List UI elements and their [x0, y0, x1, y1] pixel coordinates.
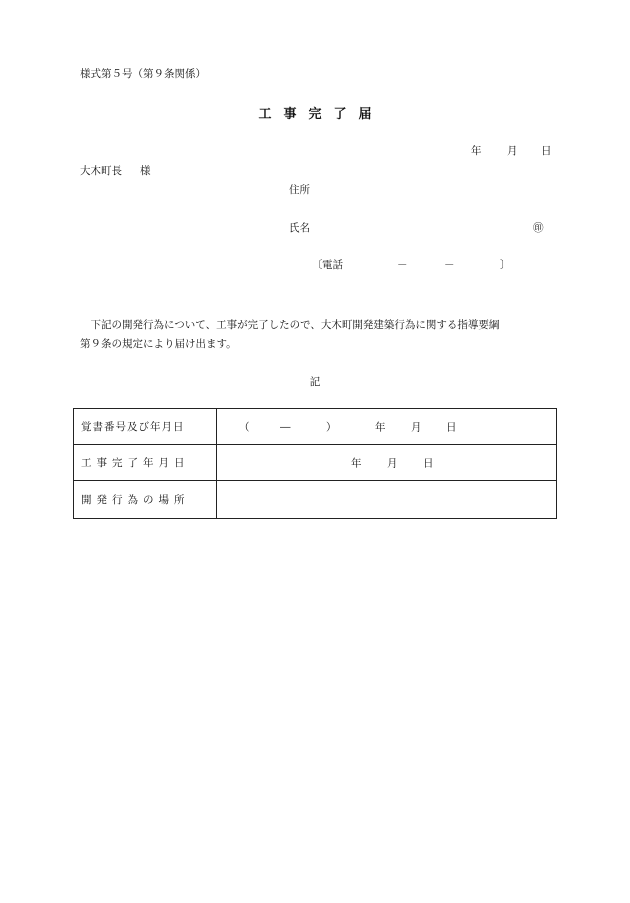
- phone-bracket-open: 〔: [312, 259, 323, 271]
- agreement-month-label: 月: [411, 421, 422, 433]
- addressee-name: 大木町長: [80, 165, 122, 177]
- table-row-location: [74, 481, 557, 519]
- agreement-number-label: 覚書番号及び年月日: [74, 409, 217, 445]
- phone-dash-2: －: [444, 259, 455, 271]
- address-label: 住所: [289, 184, 310, 196]
- date-month-label: 月: [507, 145, 518, 157]
- completion-year-label: 年: [351, 457, 362, 469]
- phone-dash-1: －: [397, 259, 408, 271]
- body-text-line-1: 下記の開発行為について、工事が完了したので、大木町開発建築行為に関する指導要綱: [80, 319, 500, 331]
- agreement-year-label: 年: [375, 421, 386, 433]
- page-title: 工事完了届: [258, 107, 384, 122]
- agreement-paren-open: （: [239, 421, 250, 433]
- form-number: 様式第５号（第９条関係）: [80, 68, 206, 80]
- development-location-value-cell: [217, 481, 557, 519]
- agreement-dash: ―: [280, 420, 291, 433]
- date-year-label: 年: [471, 145, 482, 157]
- completion-month-label: 月: [387, 457, 398, 469]
- agreement-day-label: 日: [446, 421, 457, 433]
- table-row-agreement: [74, 409, 557, 445]
- body-text: [80, 316, 558, 354]
- completion-date-value-cell: [217, 445, 557, 481]
- phone-bracket-close: 〕: [500, 259, 511, 271]
- agreement-number-value-cell: [217, 409, 557, 445]
- addressee-honorific: 様: [140, 165, 151, 177]
- ki-label: 記: [309, 376, 321, 388]
- phone-label: 電話: [322, 259, 343, 271]
- agreement-paren-close: ）: [326, 421, 337, 433]
- completion-date-label: 工事完了年月日: [74, 445, 217, 481]
- body-text-line-2: 第９条の規定により届け出ます。: [80, 338, 237, 350]
- table-row-completion: [74, 445, 557, 481]
- seal-mark: ㊞: [533, 222, 544, 234]
- completion-day-label: 日: [423, 457, 434, 469]
- name-label: 氏名: [289, 222, 310, 234]
- report-table: [73, 408, 557, 519]
- development-location-label: 開発行為の場所: [74, 481, 217, 519]
- date-day-label: 日: [541, 145, 552, 157]
